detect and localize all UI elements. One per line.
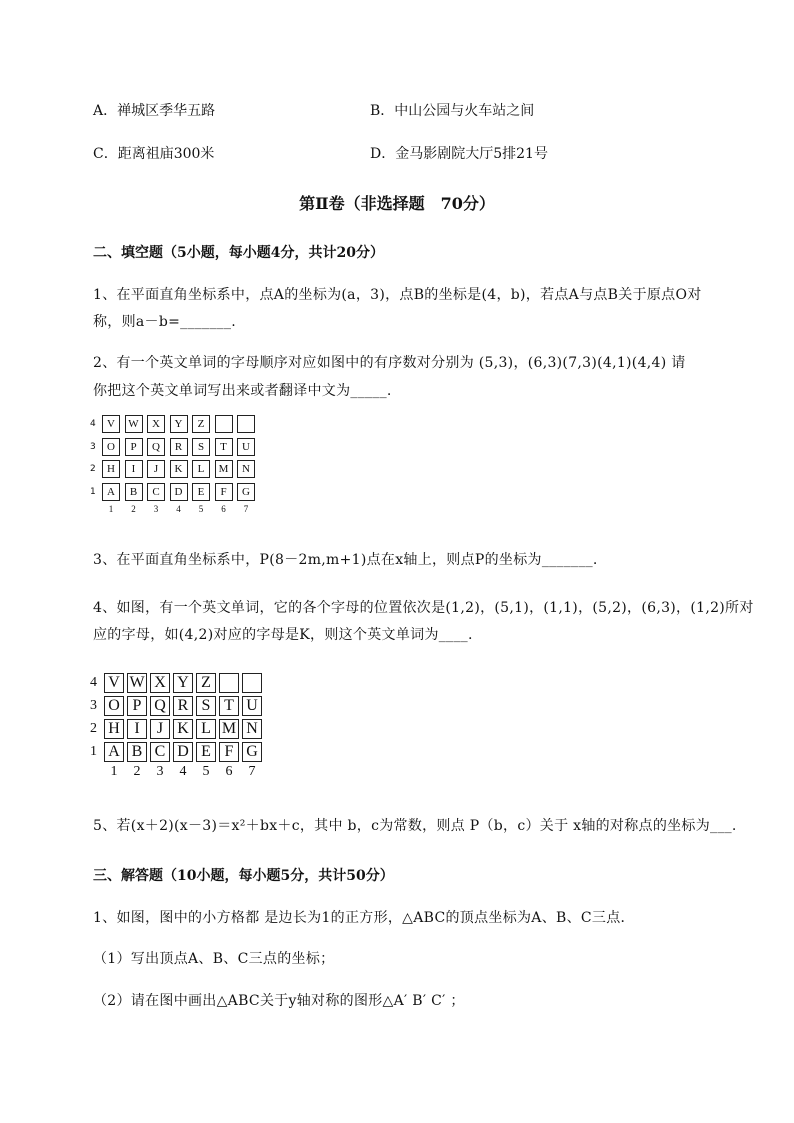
grid-cell: P [127, 696, 147, 716]
grid-cell: E [192, 483, 210, 501]
grid-cell: Y [170, 415, 188, 433]
grid-cell: X [147, 415, 165, 433]
grid-cell: B [125, 483, 143, 501]
choice-d: D．金马影剧院大厅5排21号 [370, 146, 548, 162]
part2-title: 第Ⅱ卷（非选择题 70分） [299, 194, 495, 213]
s3-q1-part2: （2）请在图中画出△ABC关于y轴对称的图形△A′ B′ C′ ； [93, 993, 465, 1009]
grid-cell: S [192, 438, 210, 456]
grid-cell: T [215, 438, 233, 456]
grid-row-label: 3 [90, 441, 96, 452]
grid-cell: G [237, 483, 255, 501]
grid-cell: C [150, 742, 170, 762]
grid-cell: K [170, 460, 188, 478]
grid-cell: G [242, 742, 262, 762]
grid-cell: O [104, 696, 124, 716]
s2-q4-line1: 4、如图，有一个英文单词，它的各个字母的位置依次是(1,2)，(5,1)，(1,1)，(5,2)，(6,3)，(1,2)所对 [93, 600, 754, 616]
grid-cell [219, 673, 239, 693]
section2-heading: 二、填空题（5小题，每小题4分，共计20分） [93, 245, 384, 261]
grid-cell: J [150, 719, 170, 739]
grid-cell: D [173, 742, 193, 762]
grid-row-label: 2 [90, 721, 97, 736]
grid-cell: M [215, 460, 233, 478]
grid-cell: J [147, 460, 165, 478]
grid-cell: F [219, 742, 239, 762]
grid-col-label: 1 [110, 764, 118, 779]
grid-col-label: 2 [133, 764, 141, 779]
grid-row-label: 1 [90, 744, 97, 759]
grid-cell [215, 415, 233, 433]
choice-a: A．禅城区季华五路 [93, 103, 216, 119]
grid-cell: S [196, 696, 216, 716]
grid-cell: Q [147, 438, 165, 456]
grid-col-label: 7 [243, 504, 249, 514]
grid-cell: O [102, 438, 120, 456]
grid-cell: B [127, 742, 147, 762]
grid-row-label: 1 [90, 486, 96, 497]
grid-cell: Q [150, 696, 170, 716]
grid-cell [242, 673, 262, 693]
grid-cell: T [219, 696, 239, 716]
grid-cell: U [242, 696, 262, 716]
grid-col-label: 6 [221, 504, 226, 514]
letter-grid-small [90, 415, 265, 520]
grid-cell: V [102, 415, 120, 433]
grid-cell: V [104, 673, 124, 693]
grid-col-label: 4 [176, 504, 181, 514]
grid-col-label: 6 [225, 764, 233, 779]
choice-c: C．距离祖庙300米 [93, 146, 215, 162]
grid-cell: L [196, 719, 216, 739]
grid-cell: R [170, 438, 188, 456]
grid-cell: N [242, 719, 262, 739]
grid-cell: I [125, 460, 143, 478]
grid-cell: X [150, 673, 170, 693]
s2-q5: 5、若(x＋2)(x－3)＝x²＋bx＋c，其中 b，c为常数，则点 P（b，c）关于 x轴的对称点的坐标为___. [93, 818, 737, 834]
grid-row-label: 4 [90, 419, 96, 429]
grid-cell: W [127, 673, 147, 693]
grid-row-label: 4 [90, 675, 97, 690]
grid-cell: A [102, 483, 120, 501]
grid-cell: H [102, 460, 120, 478]
grid-col-label: 4 [179, 764, 187, 779]
grid-col-label: 3 [156, 764, 164, 779]
grid-col-label: 7 [248, 764, 256, 779]
grid-cell: Y [173, 673, 193, 693]
grid-cell: W [125, 415, 143, 433]
grid-row-label: 3 [90, 698, 97, 713]
grid-col-label: 5 [198, 504, 204, 514]
grid-col-label: 5 [202, 764, 210, 779]
choice-b: B．中山公园与火车站之间 [370, 103, 535, 119]
grid-cell: E [196, 742, 216, 762]
grid-cell: N [237, 460, 255, 478]
grid-cell: F [215, 483, 233, 501]
section3-heading: 三、解答题（10小题，每小题5分，共计50分） [93, 868, 394, 884]
grid-cell: I [127, 719, 147, 739]
s3-q1: 1、如图，图中的小方格都 是边长为1的正方形，△ABC的顶点坐标为A、B、C三点． [93, 910, 635, 926]
grid-cell: R [173, 696, 193, 716]
grid-cell: H [104, 719, 124, 739]
grid-cell: D [170, 483, 188, 501]
grid-cell: U [237, 438, 255, 456]
s2-q2-line2: 你把这个英文单词写出来或者翻译中文为_____. [93, 383, 392, 399]
grid-cell: K [173, 719, 193, 739]
s2-q4-line2: 应的字母，如(4,2)对应的字母是K，则这个英文单词为____. [93, 627, 473, 643]
grid-row-label: 2 [90, 464, 96, 474]
grid-cell: C [147, 483, 165, 501]
grid-col-label: 3 [153, 504, 159, 514]
s3-q1-part1: （1）写出顶点A、B、C三点的坐标； [93, 951, 335, 967]
grid-cell: Z [196, 673, 216, 693]
s2-q2-line1: 2、有一个英文单词的字母顺序对应如图中的有序数对分别为 (5,3)，(6,3)(7,3)(4,1)(4,4) 请 [93, 355, 686, 371]
s2-q1-line2: 称，则a－b=_______. [93, 314, 236, 330]
grid-col-label: 1 [108, 504, 114, 514]
grid-cell [237, 415, 255, 433]
letter-grid-large [90, 673, 270, 783]
grid-cell: A [104, 742, 124, 762]
s2-q3: 3、在平面直角坐标系中，P(8－2m,m+1)点在x轴上，则点P的坐标为_______. [93, 552, 598, 568]
grid-cell: P [125, 438, 143, 456]
grid-col-label: 2 [131, 504, 136, 514]
grid-cell: M [219, 719, 239, 739]
grid-cell: Z [192, 415, 210, 433]
grid-cell: L [192, 460, 210, 478]
s2-q1-line1: 1、在平面直角坐标系中，点A的坐标为(a，3)，点B的坐标是(4，b)，若点A与点B关于原点O对 [93, 287, 702, 303]
